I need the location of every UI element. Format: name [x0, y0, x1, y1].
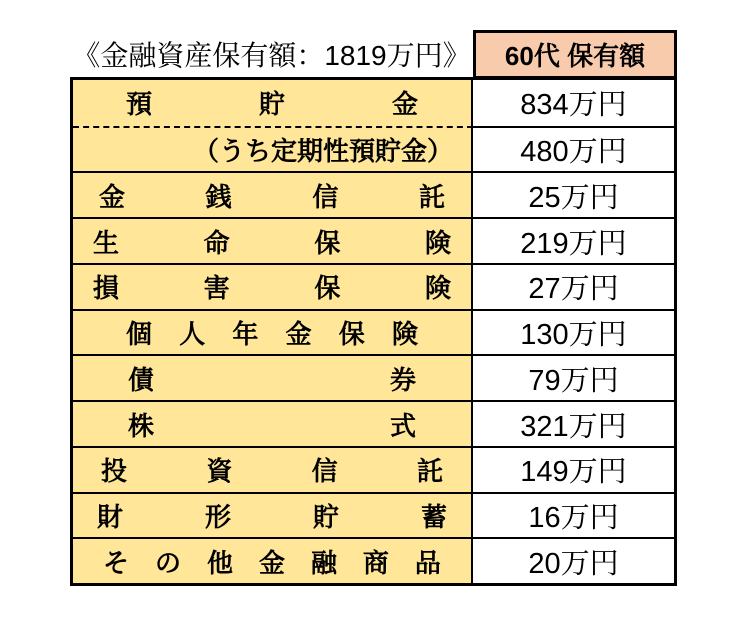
table-row-9: [73, 492, 674, 538]
table-row-2: [73, 171, 674, 217]
row-value: 25万円: [473, 171, 674, 217]
label-char: 貯: [258, 89, 285, 120]
table-row-7: [73, 400, 674, 446]
label-char: 害: [203, 273, 230, 304]
label-char: 株: [128, 410, 155, 441]
label-char: 保: [314, 227, 341, 258]
label-char: 険: [391, 319, 418, 350]
label-char: 託: [418, 181, 445, 212]
row-value: 130万円: [473, 309, 674, 355]
label-char: の: [154, 547, 181, 578]
row-label: [73, 309, 473, 355]
label-char: 信: [311, 456, 338, 487]
row-value: 20万円: [473, 537, 674, 583]
label-char: 蓄: [420, 501, 447, 532]
label-char: 形: [204, 501, 231, 532]
row-label: [73, 492, 473, 538]
label-char: 人: [179, 319, 206, 350]
label-char: 個: [126, 319, 153, 350]
asset-table: [70, 77, 677, 586]
label-char: 険: [424, 227, 451, 258]
table-row-0: [73, 80, 674, 126]
row-value: 321万円: [473, 400, 674, 446]
label-char: 険: [424, 273, 451, 304]
column-header-60s-holdings: 60代 保有額: [473, 30, 677, 79]
row-value: 79万円: [473, 354, 674, 400]
label-char: 信: [312, 181, 339, 212]
label-char: 資: [206, 456, 233, 487]
label-char: 券: [389, 364, 416, 395]
label-char: そ: [103, 547, 130, 578]
row-value: 16万円: [473, 492, 674, 538]
label-char: 貯: [312, 501, 339, 532]
label-char: 預: [126, 89, 153, 120]
label-char: 金: [258, 547, 285, 578]
table-row-3: [73, 217, 674, 263]
label-char: 債: [128, 364, 155, 395]
table-row-10: [73, 537, 674, 583]
label-char: 融: [310, 547, 337, 578]
label-char: 商: [362, 547, 389, 578]
label-char: 託: [416, 456, 443, 487]
label-char: 保: [338, 319, 365, 350]
row-label: [73, 171, 473, 217]
label-char: 品: [414, 547, 441, 578]
row-value: 27万円: [473, 263, 674, 309]
label-char: 銭: [205, 181, 232, 212]
row-label: [73, 354, 473, 400]
row-label: [73, 263, 473, 309]
row-label: [73, 446, 473, 492]
label-char: 金: [285, 319, 312, 350]
label-char: 財: [97, 501, 124, 532]
label-char: 投: [101, 456, 128, 487]
table-row-5: [73, 309, 674, 355]
row-value: 219万円: [473, 217, 674, 263]
table-row-1: [73, 126, 674, 172]
row-label: [73, 400, 473, 446]
row-label: （うち定期性預貯金）: [73, 126, 473, 172]
table-row-8: [73, 446, 674, 492]
row-value: 149万円: [473, 446, 674, 492]
label-char: 命: [203, 227, 230, 258]
row-value: 834万円: [473, 80, 674, 126]
label-char: 金: [99, 181, 126, 212]
row-label: [73, 537, 473, 583]
label-char: 式: [389, 410, 416, 441]
label-char: 生: [93, 227, 120, 258]
row-value: 480万円: [473, 126, 674, 172]
table-row-6: [73, 354, 674, 400]
label-char: 保: [314, 273, 341, 304]
label-char: 他: [206, 547, 233, 578]
row-label: [73, 217, 473, 263]
label-char: 金: [391, 89, 418, 120]
row-label: [73, 80, 473, 126]
label-char: 年: [232, 319, 259, 350]
label-char: 損: [93, 273, 120, 304]
table-row-4: [73, 263, 674, 309]
table-title: 《金融資産保有額：1819万円》: [72, 39, 471, 71]
